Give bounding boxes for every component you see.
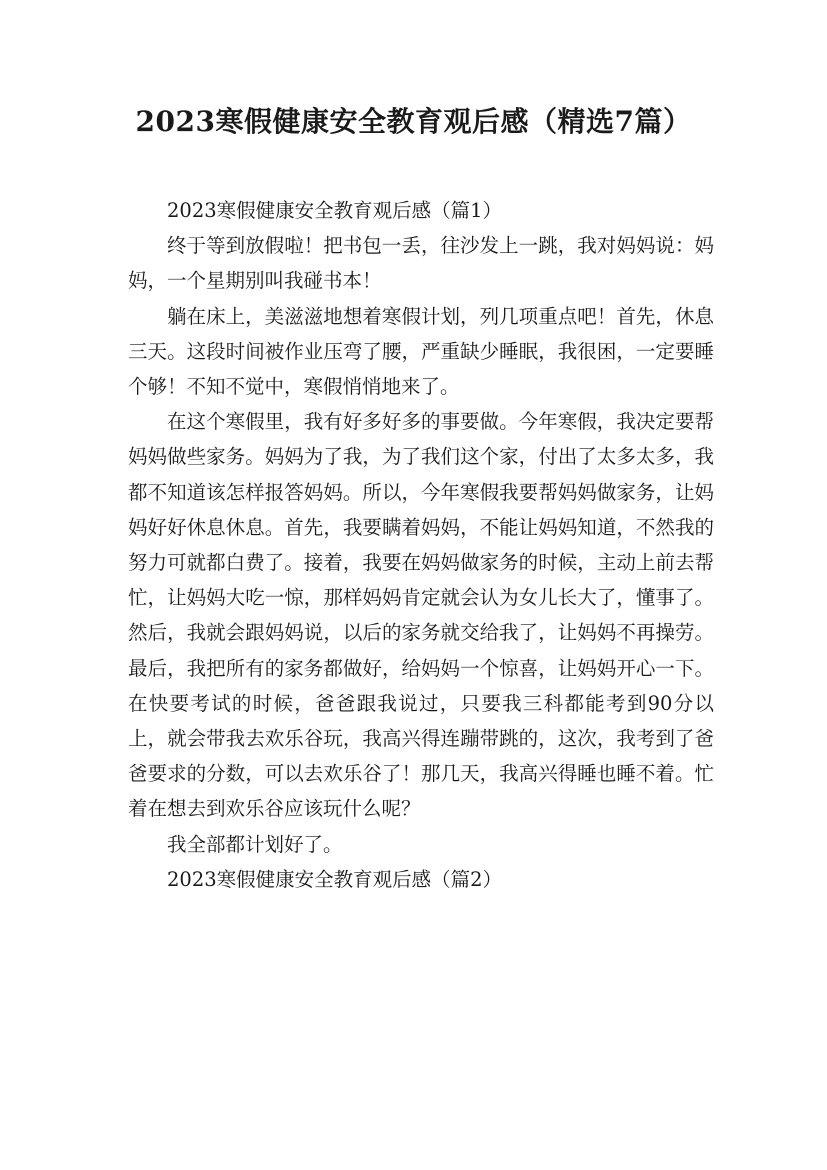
section-heading-1: 2023寒假健康安全教育观后感（篇1） [167,199,503,222]
section-heading-2: 2023寒假健康安全教育观后感（篇2） [167,867,503,891]
document-title: 2023寒假健康安全教育观后感（精选7篇） [135,105,692,138]
paragraph-3: 在这个寒假里，我有好多好多的事要做。今年寒假，我决定要帮妈妈做些家务。妈妈为了我，为了我们这个家，付出了太多太多，我都不知道该怎样报答妈妈。所以，今年寒假我要帮妈妈做家务，让妈妈好好休息休息。首先，我要瞒着妈妈，不能让妈妈知道，不然我的努力可就都白费了。接着，我要在妈妈做家务的时候，主动上前去帮忙，让妈妈大吃一惊，那样妈妈肯定就会认为女儿长大了，懂事了。然后，我就会跟妈妈说，以后的家务就交给我了，让妈妈不再操劳。最后，我把所有的家务都做好，给妈妈一个惊喜，让妈妈开心一下。在快要考试的时候，爸爸跟我说过，只要我三科都能考到90分以上，就会带我去欢乐谷玩，我高兴得连蹦带跳的，这次，我考到了爸爸要求的分数，可以去欢乐谷了！那几天，我高兴得睡也睡不着。忙着在想去到欢乐谷应该玩什么呢？ [128,410,714,821]
paragraph-2: 躺在床上，美滋滋地想着寒假计划，列几项重点吧！首先，休息三天。这段时间被作业压弯了腰，严重缺少睡眠，我很困，一定要睡个够！不知不觉中，寒假悄悄地来了。 [128,304,714,399]
document-body [128,193,714,897]
paragraph-4: 我全部都计划好了。 [167,832,343,856]
paragraph-1: 终于等到放假啦！把书包一丢，往沙发上一跳，我对妈妈说：妈妈，一个星期别叫我碰书本！ [128,234,714,293]
